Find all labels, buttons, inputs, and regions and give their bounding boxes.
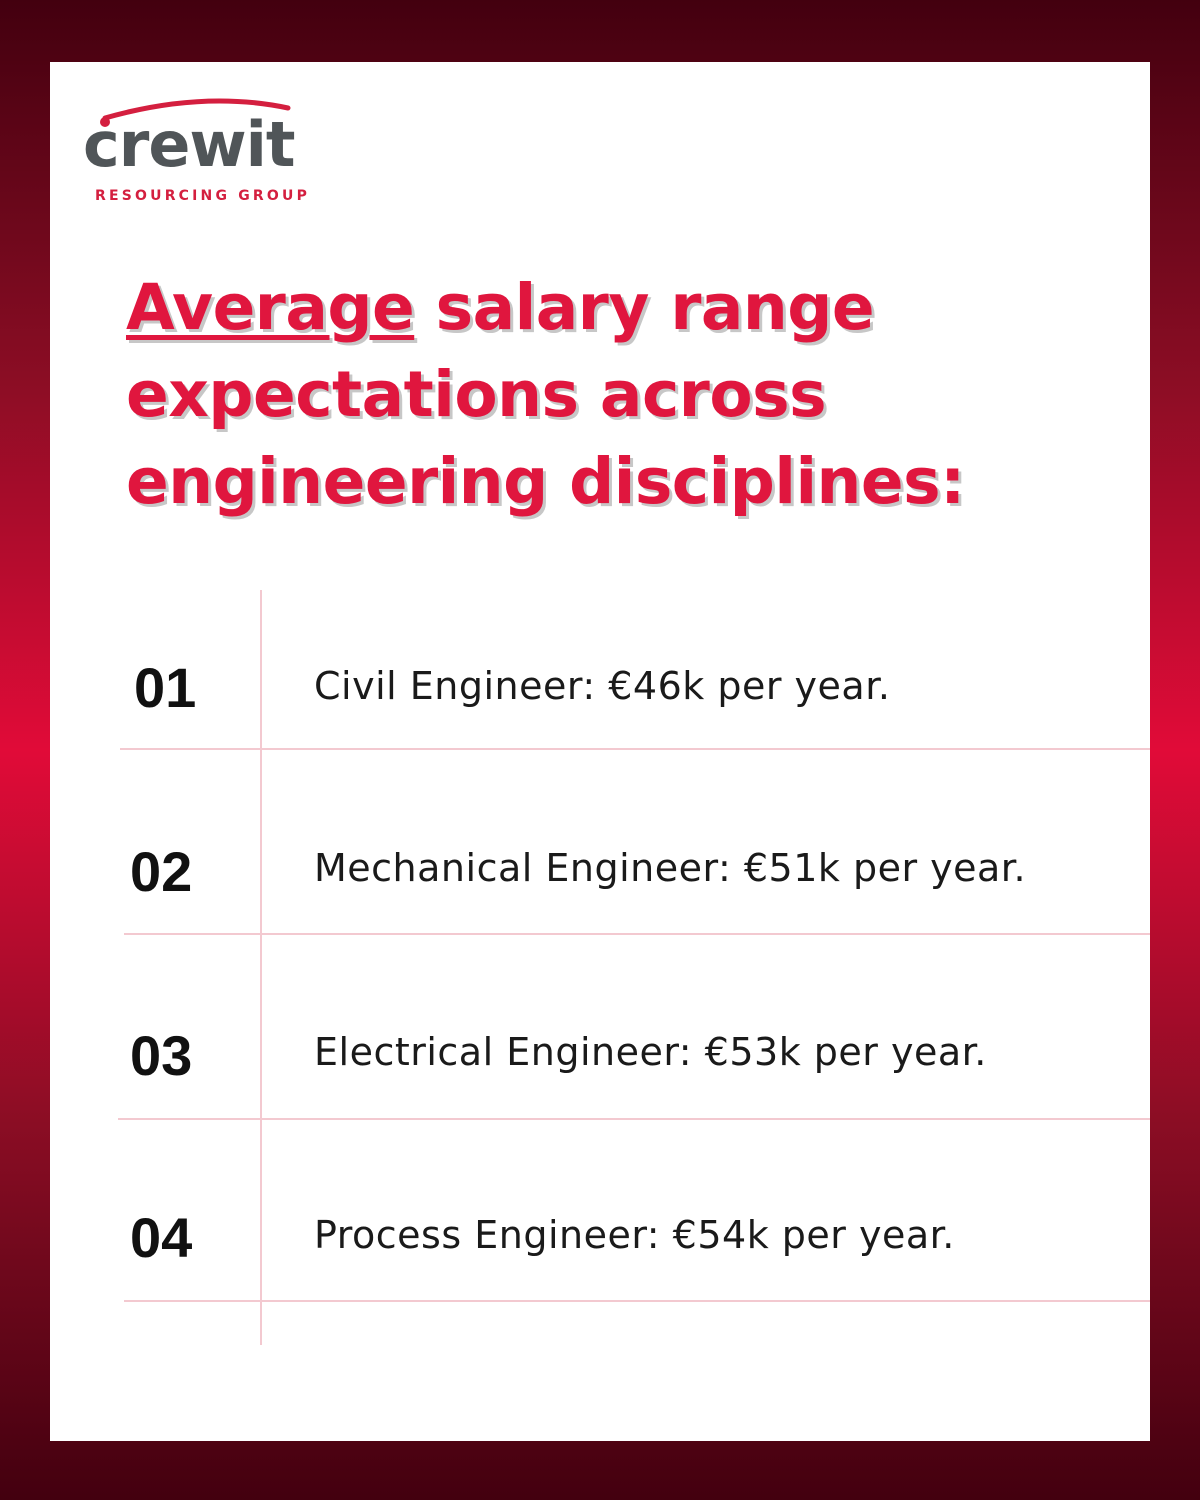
logo-wordmark: crewit <box>83 108 295 181</box>
item-number: 04 <box>130 1206 193 1269</box>
title-rest: salary range expectations across engineering disciplines: <box>126 271 965 518</box>
page-title <box>126 264 1086 525</box>
item-number: 02 <box>130 840 193 903</box>
title-emphasis: Average <box>126 271 415 344</box>
list-item: Electrical Engineer: €53k per year. <box>314 1030 987 1074</box>
row-divider <box>124 933 1150 935</box>
list-item: Civil Engineer: €46k per year. <box>314 664 891 708</box>
content-card <box>50 62 1150 1441</box>
item-number: 01 <box>134 656 197 719</box>
logo-tagline: RESOURCING GROUP <box>95 188 311 204</box>
column-divider <box>260 590 262 1345</box>
item-number: 03 <box>130 1024 193 1087</box>
list-item: Process Engineer: €54k per year. <box>314 1213 955 1257</box>
list-item: Mechanical Engineer: €51k per year. <box>314 846 1027 890</box>
row-divider <box>120 748 1150 750</box>
row-divider <box>118 1118 1150 1120</box>
crewit-logo <box>83 96 348 211</box>
row-divider <box>124 1300 1150 1302</box>
